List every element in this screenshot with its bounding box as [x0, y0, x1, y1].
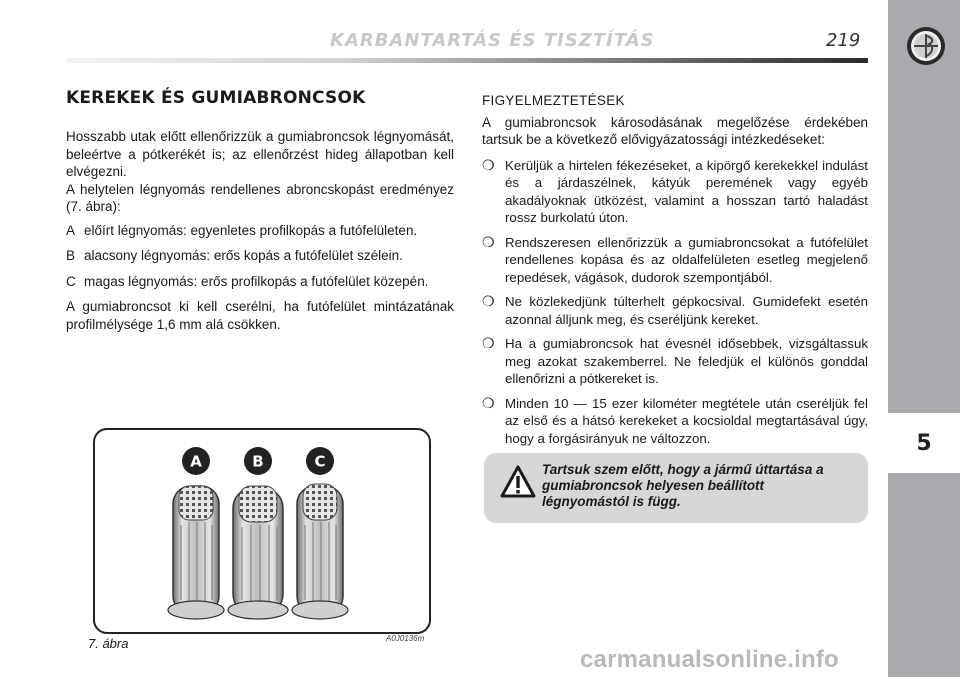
right-column — [482, 92, 868, 454]
pressure-paragraph: A helytelen légnyomás rendellenes abroncskopást eredményez (7. ábra): — [66, 181, 454, 214]
bullet-text: Kerüljük a hirtelen fékezéseket, a kipörgő kerekekkel indulást és a járdaszélnek, kátyúk peremének vagy egyéb akadályoknak ütközést, valamint a hosszan tartó haladást rossz burkolatú úton. — [505, 157, 868, 225]
tyre-label-b: B — [252, 452, 264, 471]
page-number: 219 — [826, 30, 861, 51]
bullet-text: Rendszeresen ellenőrizzük a gumiabroncsokat a futófelület rendellenes kopása és az oldalfelületen esetleg megjelenő repedések, vágások, dudorok szempontjából. — [505, 234, 868, 285]
tyre-wear-figure — [93, 428, 431, 634]
tyre-label-c: C — [314, 452, 326, 471]
bullet-circle-icon: ❍ — [482, 335, 495, 351]
list-item — [482, 395, 868, 448]
replacement-paragraph: A gumiabroncsot ki kell cserélni, ha futófelület mintázatának profilmélysége 1,6 mm alá csökken. — [66, 299, 454, 332]
bullet-circle-icon: ❍ — [482, 293, 495, 309]
running-header-title: KARBANTARTÁS ÉS TISZTÍTÁS — [330, 30, 655, 51]
warnings-list — [482, 157, 868, 448]
list-item — [482, 234, 868, 287]
bullet-circle-icon: ❍ — [482, 394, 495, 411]
list-item — [66, 247, 454, 265]
list-item-text: előírt légnyomás: egyenletes profilkopás a futófelületen. — [84, 222, 418, 238]
chapter-side-tab — [888, 0, 960, 677]
section-heading: KEREKEK ÉS GUMIABRONCSOK — [66, 88, 366, 108]
watermark: carmanualsonline.info — [580, 646, 839, 673]
tyre-a — [168, 447, 224, 619]
list-item-letter: B — [66, 248, 76, 263]
list-item-letter: C — [66, 273, 76, 289]
figure-caption: 7. ábra — [88, 636, 129, 651]
list-item — [482, 335, 868, 388]
tyre-c — [292, 447, 348, 619]
figure-code: A0J0136m — [386, 634, 425, 643]
list-item-letter: A — [66, 222, 76, 238]
chapter-number: 5 — [888, 413, 960, 473]
tyre-b — [228, 447, 288, 619]
list-item — [482, 293, 868, 328]
list-item — [66, 222, 454, 240]
brand-logo-icon — [906, 26, 946, 66]
warnings-heading: FIGYELMEZTETÉSEK — [482, 93, 625, 108]
bullet-text: Minden 10 — 15 ezer kilométer megtétele után cseréljük fel az első és a hátsó kerekeket a kocsioldal megtartásával úgy, hogy a forgásirányuk ne változzon. — [505, 395, 868, 446]
warning-note — [484, 453, 868, 523]
bullet-circle-icon: ❍ — [482, 233, 495, 250]
bullet-text: Ha a gumiabroncsok hat évesnél idősebbek, vizsgáltassuk meg azokat szakemberrel. Ne feledjük el különös gonddal ellenőrizni a pótkereket is. — [505, 336, 868, 386]
header-rule — [66, 58, 868, 63]
pressure-list — [66, 222, 454, 291]
intro-paragraph: Hosszabb utak előtt ellenőrizzük a gumiabroncsok légnyomását, beleértve a pótkerékét is; az ellenőrzést hideg állapotban kell elvégezni. — [66, 129, 454, 179]
list-item-text: alacsony légnyomás: erős kopás a futófelület szélein. — [84, 248, 403, 263]
list-item — [66, 273, 454, 291]
list-item — [482, 157, 868, 227]
warnings-intro: A gumiabroncsok károsodásának megelőzése érdekében tartsuk be a következő elővigyázatossági intézkedéseket: — [482, 114, 868, 147]
bullet-circle-icon: ❍ — [482, 156, 495, 173]
warning-triangle-icon — [500, 465, 536, 499]
tyre-wear-illustration — [95, 430, 429, 632]
tyre-label-a: A — [190, 452, 202, 471]
warning-note-text: Tartsuk szem előtt, hogy a jármű úttartása a gumiabroncsok helyesen beállított légnyomástól is függ. — [542, 462, 824, 509]
left-column — [66, 88, 454, 333]
bullet-text: Ne közlekedjünk túlterhelt gépkocsival. Gumidefekt esetén azonnal álljunk meg, és cseréljünk kereket. — [505, 294, 868, 327]
list-item-text: magas légnyomás: erős profilkopás a futófelület közepén. — [84, 273, 429, 289]
